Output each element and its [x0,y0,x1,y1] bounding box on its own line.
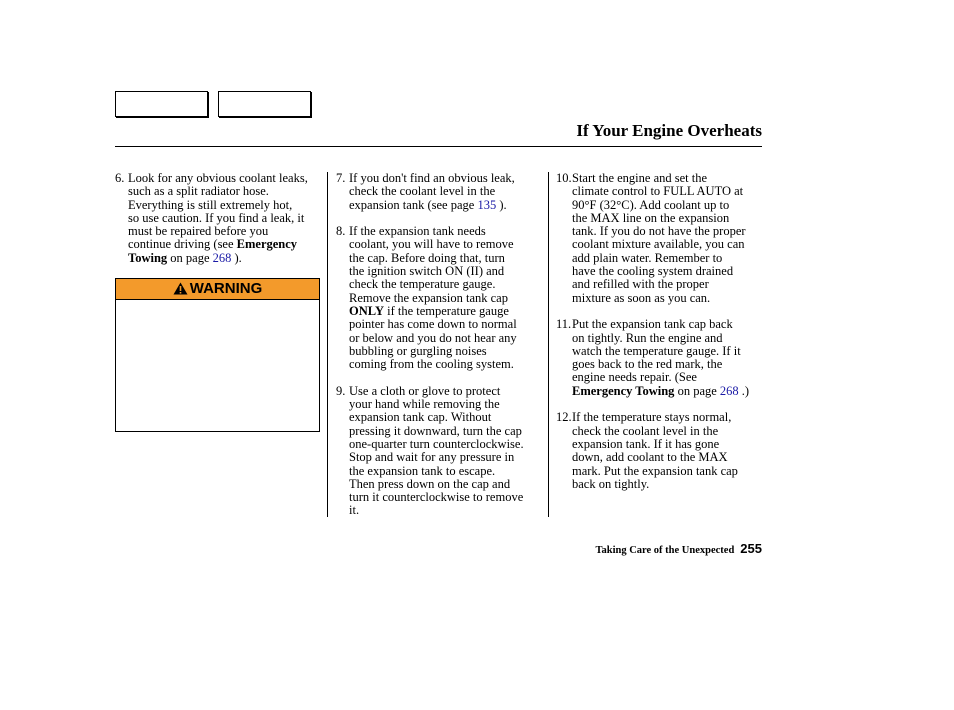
page-link-135[interactable]: 135 [477,197,497,212]
step-8 [336,225,546,371]
title-rule [115,146,762,147]
warning-box [115,278,320,432]
step-number: 10. [556,171,572,185]
step-11 [556,318,766,398]
step-12 [556,411,766,491]
section-name: Taking Care of the Unexpected [595,545,735,556]
step-10 [556,172,766,305]
nav-button-1[interactable] [115,91,208,117]
step-number: 7. [336,171,346,185]
step-text: If the temperature stays normal, check the coolant level in the expansion tank. If it has gone down, add coolant to the MAX mark. Put the expansion tank cap back on tightly. [572,410,738,491]
step-9 [336,385,546,518]
column-2 [336,172,546,531]
warning-header [116,279,319,300]
step-text: Start the engine and set the climate control to FULL AUTO at 90°F (32°C). Add coolant up to the MAX line on the expansion tank. If you do not have the proper coolant mixture available, you can add plain water. Remember to have the cooling system drained and refilled with the proper mixture as soon as you can. [572,171,746,305]
step-text: If the expansion tank needs coolant, you will have to remove the cap. Before doing that, turn the ignition switch ON (II) and check the temperature gauge. Remove the expansion tank cap ONLY if the temperature gauge pointer has come down to normal or below and you do not hear any bubbling or gurgling noises coming from the cooling system. [349,224,517,372]
step-7 [336,172,546,212]
step-number: 8. [336,224,346,239]
step-number: 11. [556,317,572,332]
nav-button-2[interactable] [218,91,311,117]
column-3 [556,172,766,504]
page-number: 255 [740,541,762,556]
step-6 [115,172,325,265]
emergency-towing-ref: Emergency Towing [128,237,298,265]
page-link-268[interactable]: 268 [212,250,232,265]
step-text: Put the expansion tank cap back on tightly. Run the engine and watch the temperature gauge. If it goes back to the red mark, the engine needs repair. (See Emergency Towing on page 268 .) [572,317,750,398]
step-text: Look for any obvious coolant leaks, such as a split radiator hose. Everything is still extremely hot, so use caution. If you find a leak, it must be repaired before you continue driving (see Emergency Towing on page 268 ). [128,171,308,265]
step-number: 9. [336,383,346,398]
page-title: If Your Engine Overheats [576,121,762,140]
column-1 [115,172,325,278]
step-number: 6. [115,171,125,185]
step-number: 12. [556,410,572,425]
column-divider [327,172,328,517]
emergency-towing-ref: Emergency Towing [572,383,675,398]
step-text: If you don't find an obvious leak, check the coolant level in the expansion tank (see page 135 ). [349,171,515,212]
step-text: Use a cloth or glove to protect your hand while removing the expansion tank cap. Without pressing it downward, turn the cap one-quarter turn counterclockwise. Stop and wait for any pressure in the expansion tank to escape. Then press down on the cap and turn it counterclockwise to remove it. [349,383,524,518]
column-divider [548,172,549,517]
warning-label: WARNING [189,280,263,297]
only-emphasis: ONLY [349,303,384,318]
page-footer [560,540,762,558]
warning-triangle-icon [173,282,188,295]
page-link-268[interactable]: 268 [719,383,739,398]
